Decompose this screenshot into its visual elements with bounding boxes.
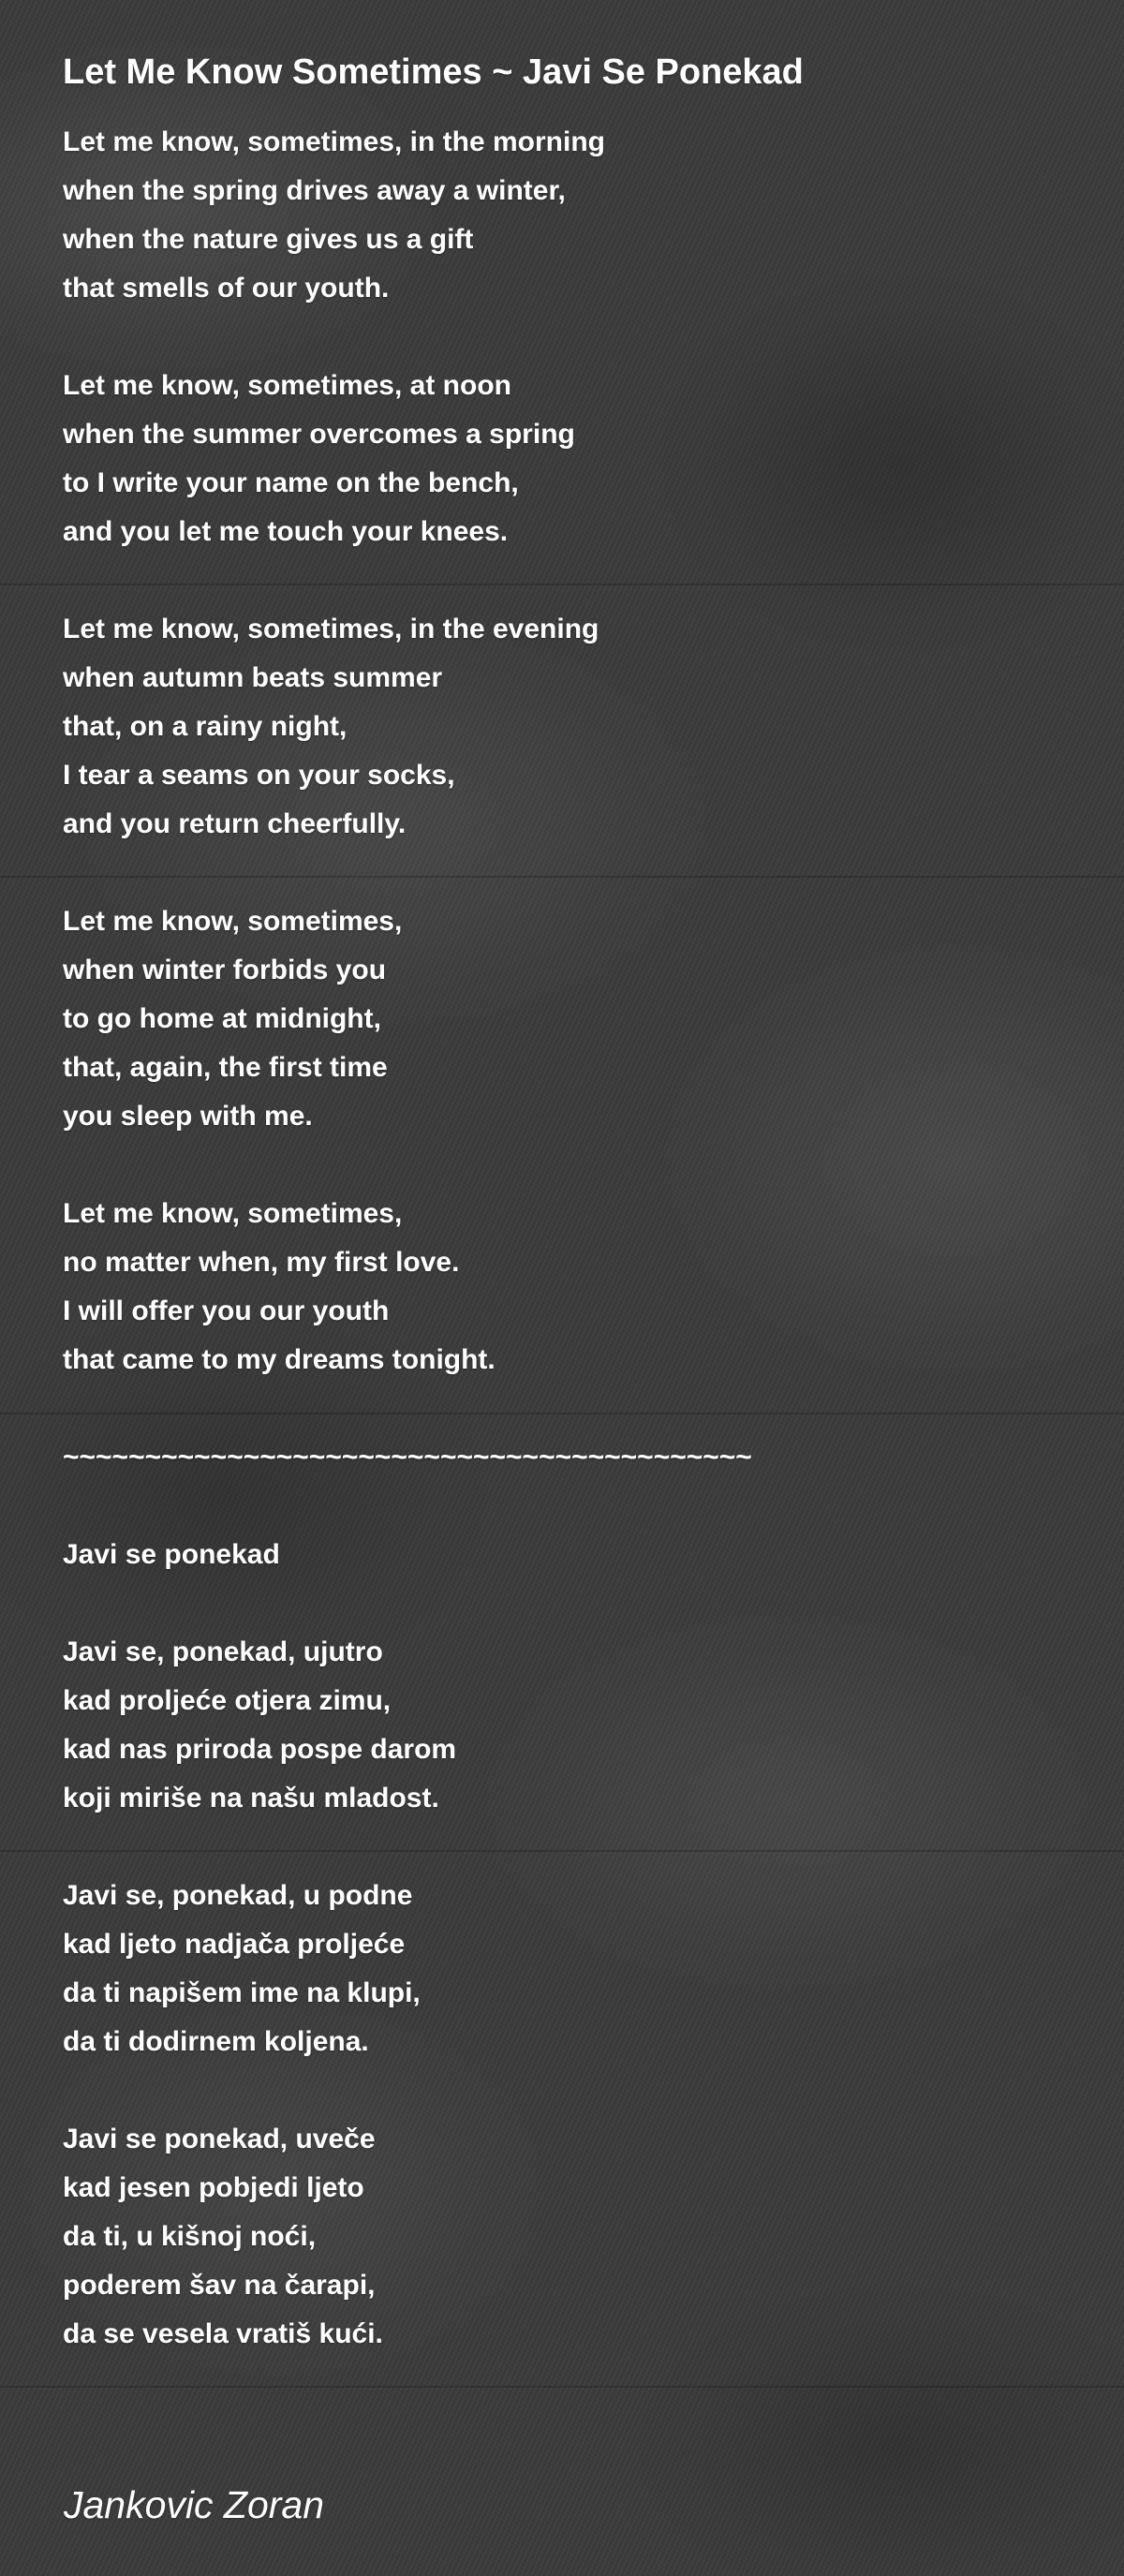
poem-line: that, again, the first time — [63, 1052, 388, 1083]
poem-line: when winter forbids you — [63, 955, 387, 985]
poem-line: when the summer overcomes a spring — [63, 419, 575, 450]
poem-line: Javi se, ponekad, ujutro — [63, 1636, 383, 1667]
poem-body — [63, 45, 1074, 2359]
poem-line: when the nature gives us a gift — [63, 224, 474, 255]
stanza — [63, 605, 1074, 849]
poem-line: to I write your name on the bench, — [63, 467, 519, 498]
stanza — [63, 2115, 1074, 2359]
stanza — [63, 1433, 1074, 1482]
poem-line: Let me know, sometimes, in the evening — [63, 614, 599, 644]
poem-line: ~~~~~~~~~~~~~~~~~~~~~~~~~~~~~~~~~~~~~~~~~~ — [63, 1442, 752, 1473]
poem-line: kad proljeće otjera zimu, — [63, 1685, 392, 1716]
poem-line: Let me know, sometimes, at noon — [63, 370, 511, 401]
poem-line: and you let me touch your knees. — [63, 516, 509, 547]
poem-line: da ti, u kišnoj noći, — [63, 2221, 317, 2252]
poem-line: kad jesen pobjedi ljeto — [63, 2172, 364, 2203]
poem-line: that, on a rainy night, — [63, 711, 348, 742]
poem-line: da ti dodirnem koljena. — [63, 2026, 369, 2057]
stanza — [63, 1872, 1074, 2066]
poem-line: poderem šav na čarapi, — [63, 2270, 376, 2301]
stanza — [63, 1190, 1074, 1384]
poem-line: I tear a seams on your socks, — [63, 760, 455, 791]
poem-author: Jankovic Zoran — [64, 2483, 325, 2526]
poem-line: to go home at midnight, — [63, 1003, 381, 1034]
poem-title: Let Me Know Sometimes ~ Javi Se Ponekad — [63, 52, 804, 92]
poem-line: Javi se ponekad, uveče — [63, 2124, 376, 2154]
poem-line: and you return cheerfully. — [63, 808, 407, 839]
poem-line: kad nas priroda pospe darom — [63, 1734, 457, 1765]
stanza — [63, 1628, 1074, 1823]
poem-line: no matter when, my first love. — [63, 1247, 460, 1278]
poem-line: Javi se ponekad — [63, 1539, 280, 1570]
poem-line: you sleep with me. — [63, 1101, 313, 1132]
poem-line: Let me know, sometimes, — [63, 906, 403, 937]
poem-line: Let me know, sometimes, in the morning — [63, 126, 605, 157]
poem-line: when the spring drives away a winter, — [63, 175, 566, 206]
stanza — [63, 1531, 1074, 1579]
poem-line: that came to my dreams tonight. — [63, 1344, 495, 1375]
poem-line: kad ljeto nadjača proljeće — [63, 1929, 406, 1960]
poem-line: da se vesela vratiš kući. — [63, 2318, 383, 2349]
stanza-list — [63, 118, 1074, 2359]
stanza — [63, 897, 1074, 1141]
poem-line: that smells of our youth. — [63, 273, 390, 303]
stanza — [63, 362, 1074, 556]
poem-line: koji miriše na našu mladost. — [63, 1783, 439, 1814]
background-seam — [0, 2386, 1124, 2388]
poem-line: da ti napišem ime na klupi, — [63, 1977, 421, 2008]
poem-line: when autumn beats summer — [63, 662, 443, 693]
poem-line: Let me know, sometimes, — [63, 1198, 403, 1229]
poem-line: Javi se, ponekad, u podne — [63, 1880, 413, 1911]
poem-line: I will offer you our youth — [63, 1295, 390, 1326]
stanza — [63, 118, 1074, 313]
